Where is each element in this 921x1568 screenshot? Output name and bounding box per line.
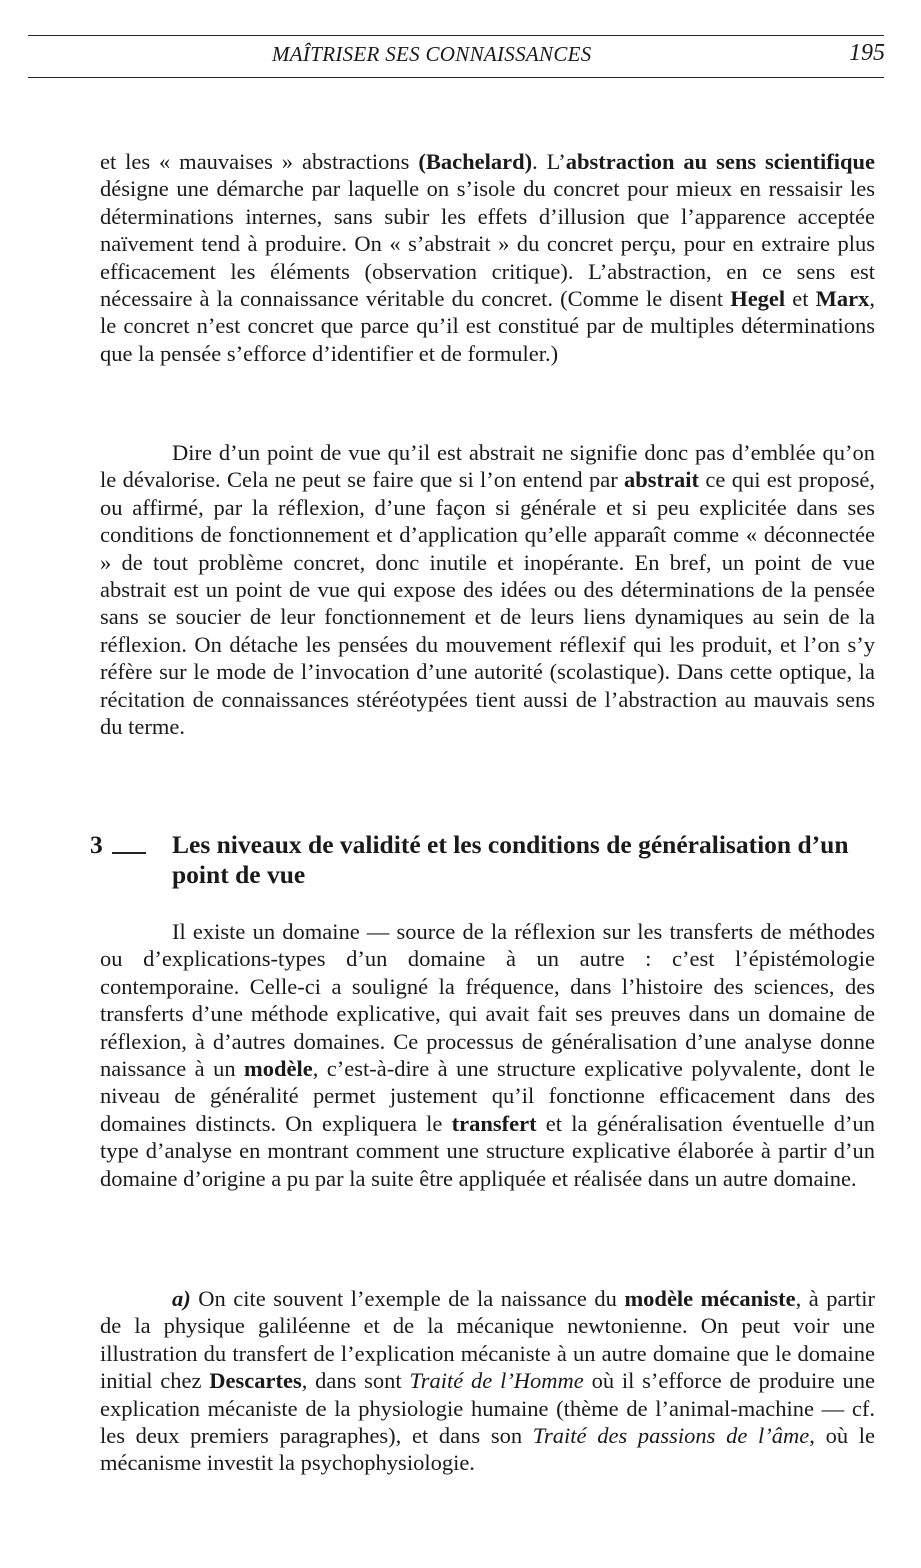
running-head: MAÎTRISER SES CONNAISSANCES — [272, 42, 592, 66]
header-bottom-rule — [28, 77, 884, 78]
section-number: 3 — [90, 830, 103, 859]
text-run: . L’ — [532, 149, 566, 174]
text-run: où il s’efforce de produire une explication mécaniste de la physiologie humaine (thème de l’animal-machine — cf. les deux premiers paragraphes), et dans son — [100, 1368, 876, 1449]
text-run: , dans sont — [301, 1368, 410, 1394]
text-run: Dire d’un point de vue qu’il est abstrait ne signifie donc pas d’emblée qu’on le dévalorise. Cela ne peut se faire que si l’on entend par — [100, 440, 875, 493]
text-run: , où le mécanisme investit la psychophysiologie. — [100, 1423, 875, 1476]
section-heading — [90, 830, 880, 890]
bold-term: Marx — [815, 286, 870, 312]
bold-term: Descartes — [209, 1368, 302, 1394]
text-run: , à partir de la physique galiléenne et de la mécanique newtonienne. On peut voir une illustration du transfert de l’explication mécaniste à un autre domaine que le domaine initial chez — [100, 1286, 876, 1394]
book-title: Traité des passions de l’âme — [532, 1423, 810, 1449]
text-run: et les « mauvaises » abstractions — [100, 149, 419, 174]
section-title: Les niveaux de validité et les conditions de généralisation d’un point de vue — [172, 830, 849, 889]
header-top-rule — [28, 35, 884, 36]
bold-term: Hegel — [730, 286, 786, 312]
bold-term: abstrait — [624, 467, 700, 493]
paragraph-point-de-vue-abstrait — [100, 439, 875, 740]
text-run: Il existe un domaine — source de la réflexion sur les transferts de méthodes ou d’explications-types d’un domaine à un autre : c’est l’épistémologie contemporaine. Celle-ci a souligné la fréquence, dans l’histoire des sciences, des transferts d’une méthode explicative, qui avait fait ses preuves dans un domaine de réflexion, à d’autres domaines. Ce processus de généralisation d’une analyse donne naissance à un — [100, 919, 875, 1082]
bold-term: abstraction au sens scientifique — [565, 149, 875, 174]
paragraph-epistemologie — [100, 918, 875, 1192]
book-title: Traité de l’Homme — [409, 1368, 584, 1394]
section-dash — [112, 852, 146, 854]
bold-term: (Bachelard) — [418, 149, 533, 174]
paragraph-abstraction-scientifique — [100, 148, 875, 367]
text-run: On cite souvent l’exemple de la naissance du — [190, 1286, 625, 1311]
page-number: 195 — [849, 40, 885, 66]
bold-term: transfert — [451, 1110, 537, 1136]
list-marker: a) — [172, 1286, 191, 1311]
text-run: et la généralisation éventuelle d’un type d’analyse en montrant comment une structure explicative élaborée à partir d’un domaine d’origine a pu par la suite être appliquée et réalisée dans un autre domaine. — [100, 1110, 875, 1191]
text-run: ce qui est proposé, ou affirmé, par la réflexion, d’une façon si générale et si peu explicitée dans ses conditions de fonctionnement et d’application qu’elle apparaît comme « déconnectée » de tout problème concret, donc inutile et inopérante. En bref, un point de vue abstrait est un point de vue qui expose des idées ou des déterminations de la pensée sans se soucier de leur fonctionnement et de leurs liens dynamiques au sein de la réflexion. On détache les pensées du mouvement réflexif qui les produit, et l’on s’y réfère sur le mode de l’invocation d’une autorité (scolastique). Dans cette optique, la récitation de connaissances stéréotypées tient aussi de l’abstraction au mauvais sens du terme. — [100, 467, 875, 740]
bold-term: modèle — [244, 1056, 313, 1082]
text-run: et — [785, 286, 816, 312]
paragraph-modele-mecaniste — [100, 1285, 875, 1477]
bold-term: modèle mécaniste — [624, 1286, 796, 1311]
text-run: , le concret n’est concret que parce qu’il est constitué par de multiples déterminations que la pensée s’efforce d’identifier et de formuler.) — [100, 286, 875, 366]
text-run: , c’est-à-dire à une structure explicative polyvalente, dont le niveau de généralité permet justement qu’il fonctionne efficacement dans des domaines distincts. On expliquera le — [100, 1056, 875, 1136]
text-run: désigne une démarche par laquelle on s’isole du concret pour mieux en ressaisir les déterminations internes, sans subir les effets d’illusion que l’apparence acceptée naïvement tend à produire. On « s’abstrait » du concret perçu, pour en extraire plus efficacement les éléments (observation critique). L’abstraction, en ce sens est nécessaire à la connaissance véritable du concret. (Comme le disent — [100, 176, 875, 312]
